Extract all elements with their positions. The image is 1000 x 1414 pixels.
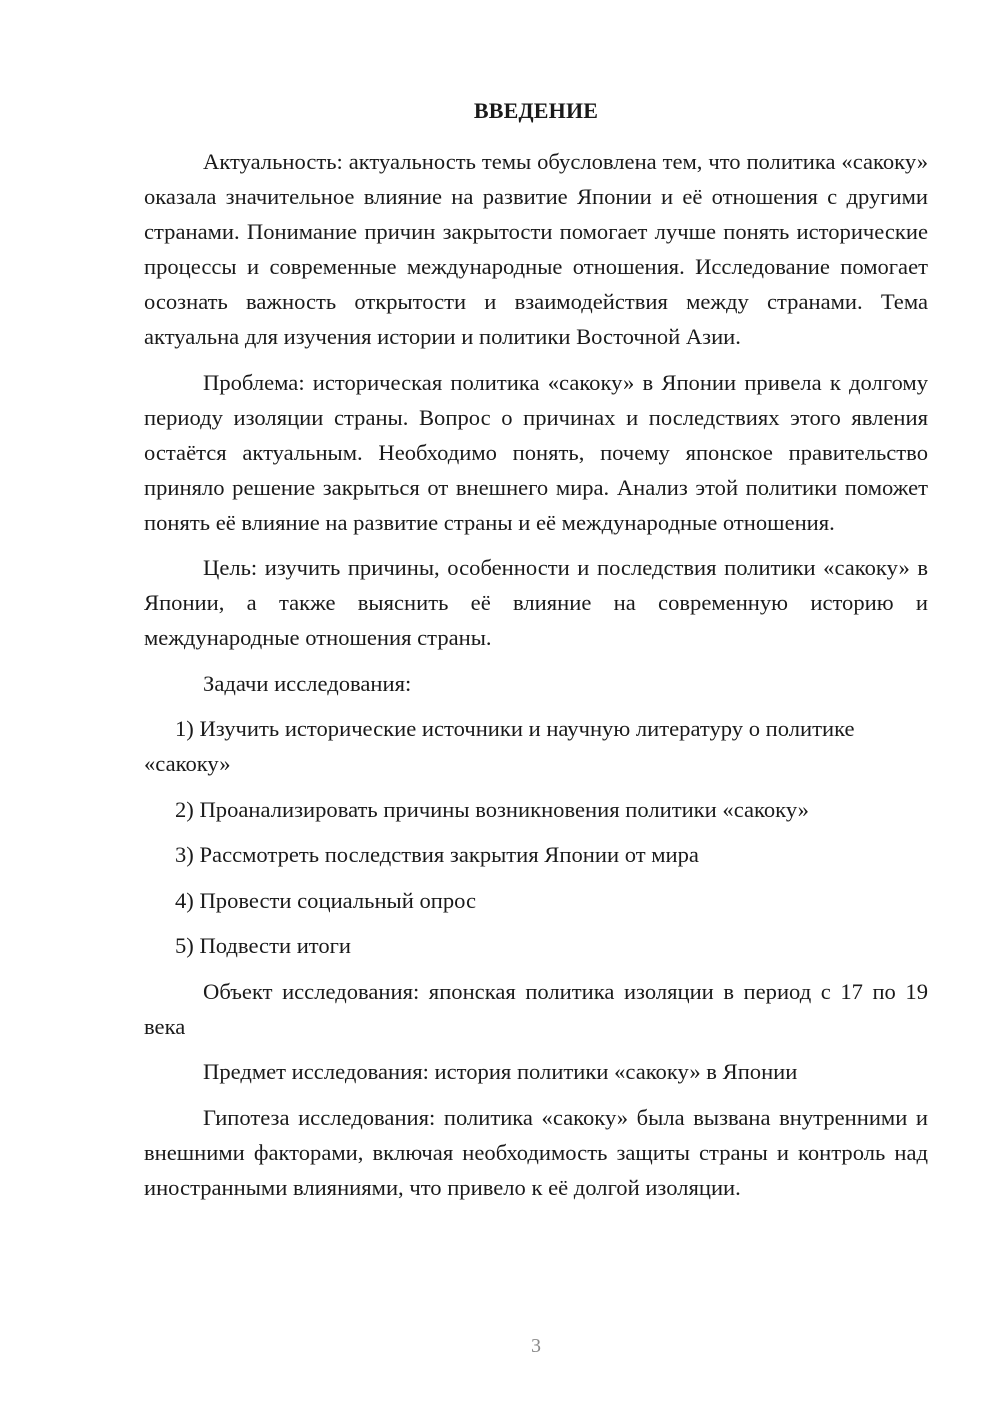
paragraph-object: Объект исследования: японская политика изоляции в период с 17 по 19 века — [144, 978, 928, 1039]
paragraph-hypothesis: Гипотеза исследования: политика «сакоку» была вызвана внутренними и внешними факторами, включая необходимость защиты страны и контроль над иностранными влияниями, что привело к её долгой изоляции. — [144, 1104, 928, 1200]
task-list — [144, 711, 928, 963]
task-item: 5) Подвести итоги — [175, 933, 352, 958]
page-title: ВВЕДЕНИЕ — [473, 98, 599, 123]
paragraph-relevance: Актуальность: актуальность темы обусловлена тем, что политика «сакоку» оказала значительное влияние на развитие Японии и её отношения с другими странами. Понимание причин закрытости помогает лучше понять исторические процессы и современные международные отношения. Исследование помогает осознать важность открытости и взаимодействия между странами. Тема актуальна для изучения истории и политики Восточной Азии. — [144, 149, 928, 349]
task-item: 2) Проанализировать причины возникновения политики «сакоку» — [175, 796, 809, 822]
paragraph-problem: Проблема: историческая политика «сакоку» в Японии привела к долгому периоду изоляции страны. Вопрос о причинах и последствиях этого явления остаётся актуальным. Необходимо понять, почему японское правительство приняло решение закрыться от внешнего мира. Анализ этой политики поможет понять её влияние на развитие страны и её международные отношения. — [144, 369, 928, 535]
page-number: 3 — [531, 1335, 541, 1357]
tasks-heading: Задачи исследования: — [203, 670, 412, 696]
task-item: 4) Провести социальный опрос — [175, 887, 477, 913]
document-body — [144, 144, 928, 1215]
task-item: 3) Рассмотреть последствия закрытия Японии от мира — [175, 842, 699, 867]
paragraph-subject: Предмет исследования: история политики «сакоку» в Японии — [203, 1059, 798, 1084]
task-item: 1) Изучить исторические источники и научную литературу о политике «сакоку» — [144, 716, 855, 776]
paragraph-goal: Цель: изучить причины, особенности и последствия политики «сакоку» в Японии, а также выяснить её влияние на современную историю и международные отношения страны. — [144, 555, 928, 650]
